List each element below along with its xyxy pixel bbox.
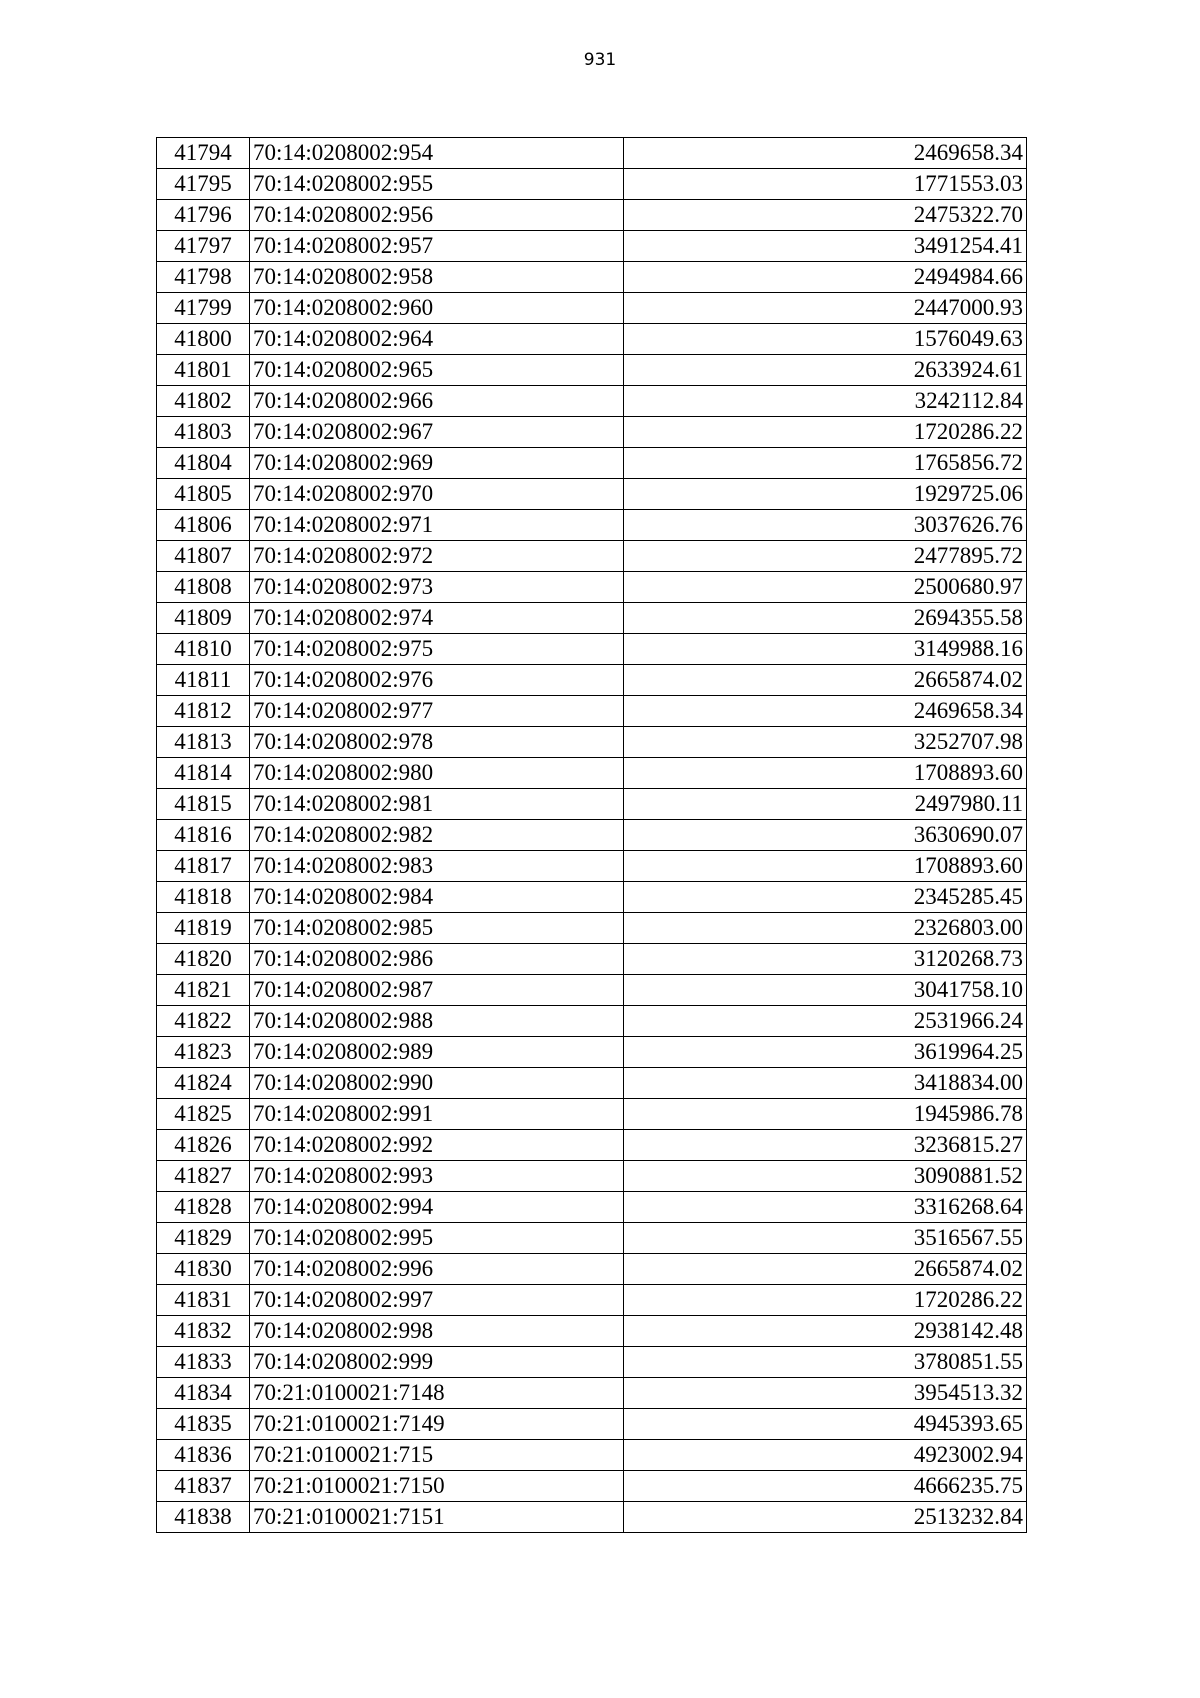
cadastral-value-cell: 2475322.70 (624, 200, 1027, 231)
cadastral-value-cell: 3619964.25 (624, 1037, 1027, 1068)
table-row (157, 1161, 1027, 1192)
cadastral-value-cell: 3252707.98 (624, 727, 1027, 758)
row-number-cell: 41805 (157, 479, 250, 510)
row-number-cell: 41819 (157, 913, 250, 944)
table-row (157, 696, 1027, 727)
cadastral-value-cell: 3954513.32 (624, 1378, 1027, 1409)
cadastral-value-cell: 2477895.72 (624, 541, 1027, 572)
cadastral-value-cell: 2531966.24 (624, 1006, 1027, 1037)
table-row (157, 1130, 1027, 1161)
cadastral-value-cell: 4923002.94 (624, 1440, 1027, 1471)
table-row (157, 1006, 1027, 1037)
cadastral-number-cell: 70:14:0208002:974 (250, 603, 624, 634)
row-number-cell: 41829 (157, 1223, 250, 1254)
cadastral-number-cell: 70:14:0208002:990 (250, 1068, 624, 1099)
cadastral-value-cell: 3780851.55 (624, 1347, 1027, 1378)
table-row (157, 820, 1027, 851)
cadastral-value-cell: 3316268.64 (624, 1192, 1027, 1223)
table-row (157, 200, 1027, 231)
row-number-cell: 41795 (157, 169, 250, 200)
cadastral-number-cell: 70:14:0208002:985 (250, 913, 624, 944)
table-row (157, 851, 1027, 882)
row-number-cell: 41811 (157, 665, 250, 696)
row-number-cell: 41820 (157, 944, 250, 975)
cadastral-value-table (156, 137, 1027, 1533)
row-number-cell: 41815 (157, 789, 250, 820)
cadastral-value-cell: 3041758.10 (624, 975, 1027, 1006)
table-row (157, 138, 1027, 169)
table-row (157, 603, 1027, 634)
cadastral-value-cell: 3037626.76 (624, 510, 1027, 541)
table-row (157, 541, 1027, 572)
row-number-cell: 41799 (157, 293, 250, 324)
cadastral-value-cell: 2665874.02 (624, 665, 1027, 696)
table-row (157, 1378, 1027, 1409)
row-number-cell: 41838 (157, 1502, 250, 1533)
cadastral-number-cell: 70:14:0208002:976 (250, 665, 624, 696)
cadastral-value-cell: 3418834.00 (624, 1068, 1027, 1099)
cadastral-number-cell: 70:14:0208002:992 (250, 1130, 624, 1161)
table-row (157, 386, 1027, 417)
row-number-cell: 41798 (157, 262, 250, 293)
table-row (157, 324, 1027, 355)
cadastral-value-cell: 2633924.61 (624, 355, 1027, 386)
cadastral-number-cell: 70:14:0208002:973 (250, 572, 624, 603)
row-number-cell: 41812 (157, 696, 250, 727)
table-row (157, 882, 1027, 913)
cadastral-value-cell: 2665874.02 (624, 1254, 1027, 1285)
table-row (157, 1099, 1027, 1130)
table-row (157, 944, 1027, 975)
table-row (157, 727, 1027, 758)
row-number-cell: 41803 (157, 417, 250, 448)
cadastral-number-cell: 70:14:0208002:998 (250, 1316, 624, 1347)
cadastral-number-cell: 70:21:0100021:7150 (250, 1471, 624, 1502)
cadastral-value-cell: 2694355.58 (624, 603, 1027, 634)
row-number-cell: 41821 (157, 975, 250, 1006)
row-number-cell: 41809 (157, 603, 250, 634)
cadastral-number-cell: 70:14:0208002:993 (250, 1161, 624, 1192)
table-row (157, 1409, 1027, 1440)
cadastral-value-cell: 4666235.75 (624, 1471, 1027, 1502)
table-row (157, 789, 1027, 820)
table-row (157, 913, 1027, 944)
table-body (157, 138, 1027, 1533)
table-row (157, 448, 1027, 479)
cadastral-number-cell: 70:21:0100021:7151 (250, 1502, 624, 1533)
table-row (157, 1068, 1027, 1099)
table-row (157, 634, 1027, 665)
cadastral-number-cell: 70:14:0208002:955 (250, 169, 624, 200)
cadastral-number-cell: 70:14:0208002:977 (250, 696, 624, 727)
cadastral-value-cell: 2938142.48 (624, 1316, 1027, 1347)
row-number-cell: 41814 (157, 758, 250, 789)
cadastral-value-cell: 2513232.84 (624, 1502, 1027, 1533)
cadastral-value-cell: 2447000.93 (624, 293, 1027, 324)
row-number-cell: 41804 (157, 448, 250, 479)
row-number-cell: 41827 (157, 1161, 250, 1192)
cadastral-number-cell: 70:14:0208002:988 (250, 1006, 624, 1037)
cadastral-number-cell: 70:14:0208002:964 (250, 324, 624, 355)
table-row (157, 1440, 1027, 1471)
cadastral-number-cell: 70:14:0208002:971 (250, 510, 624, 541)
cadastral-value-cell: 3516567.55 (624, 1223, 1027, 1254)
page-number: 931 (583, 50, 617, 70)
table-row (157, 1223, 1027, 1254)
cadastral-number-cell: 70:14:0208002:999 (250, 1347, 624, 1378)
cadastral-value-cell: 4945393.65 (624, 1409, 1027, 1440)
row-number-cell: 41808 (157, 572, 250, 603)
cadastral-value-cell: 3149988.16 (624, 634, 1027, 665)
row-number-cell: 41810 (157, 634, 250, 665)
table-row (157, 479, 1027, 510)
table-row (157, 1502, 1027, 1533)
cadastral-value-cell: 2494984.66 (624, 262, 1027, 293)
cadastral-number-cell: 70:14:0208002:956 (250, 200, 624, 231)
cadastral-number-cell: 70:14:0208002:970 (250, 479, 624, 510)
cadastral-number-cell: 70:14:0208002:975 (250, 634, 624, 665)
table-row (157, 1037, 1027, 1068)
row-number-cell: 41828 (157, 1192, 250, 1223)
cadastral-number-cell: 70:14:0208002:954 (250, 138, 624, 169)
cadastral-number-cell: 70:14:0208002:966 (250, 386, 624, 417)
row-number-cell: 41836 (157, 1440, 250, 1471)
row-number-cell: 41816 (157, 820, 250, 851)
cadastral-value-cell: 2345285.45 (624, 882, 1027, 913)
table-row (157, 169, 1027, 200)
table-row (157, 510, 1027, 541)
row-number-cell: 41813 (157, 727, 250, 758)
row-number-cell: 41800 (157, 324, 250, 355)
cadastral-value-cell: 1720286.22 (624, 417, 1027, 448)
row-number-cell: 41832 (157, 1316, 250, 1347)
cadastral-value-cell: 3491254.41 (624, 231, 1027, 262)
cadastral-number-cell: 70:14:0208002:965 (250, 355, 624, 386)
cadastral-value-cell: 3120268.73 (624, 944, 1027, 975)
table-row (157, 1192, 1027, 1223)
cadastral-number-cell: 70:14:0208002:986 (250, 944, 624, 975)
cadastral-number-cell: 70:14:0208002:995 (250, 1223, 624, 1254)
cadastral-number-cell: 70:14:0208002:957 (250, 231, 624, 262)
cadastral-value-cell: 1720286.22 (624, 1285, 1027, 1316)
cadastral-number-cell: 70:14:0208002:981 (250, 789, 624, 820)
cadastral-number-cell: 70:14:0208002:980 (250, 758, 624, 789)
table-row (157, 975, 1027, 1006)
row-number-cell: 41825 (157, 1099, 250, 1130)
row-number-cell: 41837 (157, 1471, 250, 1502)
row-number-cell: 41830 (157, 1254, 250, 1285)
row-number-cell: 41794 (157, 138, 250, 169)
cadastral-number-cell: 70:14:0208002:996 (250, 1254, 624, 1285)
table-row (157, 262, 1027, 293)
cadastral-number-cell: 70:14:0208002:958 (250, 262, 624, 293)
table-row (157, 1285, 1027, 1316)
row-number-cell: 41801 (157, 355, 250, 386)
table-row (157, 1254, 1027, 1285)
cadastral-number-cell: 70:21:0100021:7149 (250, 1409, 624, 1440)
row-number-cell: 41796 (157, 200, 250, 231)
cadastral-value-cell: 1765856.72 (624, 448, 1027, 479)
cadastral-value-cell: 3242112.84 (624, 386, 1027, 417)
cadastral-value-cell: 1929725.06 (624, 479, 1027, 510)
table-row (157, 293, 1027, 324)
cadastral-value-cell: 1771553.03 (624, 169, 1027, 200)
cadastral-number-cell: 70:14:0208002:982 (250, 820, 624, 851)
cadastral-value-cell: 3090881.52 (624, 1161, 1027, 1192)
cadastral-value-cell: 1708893.60 (624, 758, 1027, 789)
table-row (157, 572, 1027, 603)
table-row (157, 665, 1027, 696)
cadastral-number-cell: 70:14:0208002:991 (250, 1099, 624, 1130)
table-row (157, 1347, 1027, 1378)
row-number-cell: 41797 (157, 231, 250, 262)
table-row (157, 758, 1027, 789)
row-number-cell: 41831 (157, 1285, 250, 1316)
cadastral-number-cell: 70:14:0208002:960 (250, 293, 624, 324)
cadastral-value-cell: 1708893.60 (624, 851, 1027, 882)
cadastral-value-cell: 2326803.00 (624, 913, 1027, 944)
cadastral-value-cell: 1576049.63 (624, 324, 1027, 355)
row-number-cell: 41834 (157, 1378, 250, 1409)
cadastral-number-cell: 70:14:0208002:989 (250, 1037, 624, 1068)
row-number-cell: 41824 (157, 1068, 250, 1099)
table-row (157, 1471, 1027, 1502)
row-number-cell: 41823 (157, 1037, 250, 1068)
cadastral-value-cell: 2469658.34 (624, 138, 1027, 169)
row-number-cell: 41818 (157, 882, 250, 913)
cadastral-value-cell: 2497980.11 (624, 789, 1027, 820)
cadastral-number-cell: 70:14:0208002:997 (250, 1285, 624, 1316)
cadastral-number-cell: 70:14:0208002:987 (250, 975, 624, 1006)
cadastral-value-cell: 2469658.34 (624, 696, 1027, 727)
cadastral-value-cell: 2500680.97 (624, 572, 1027, 603)
table-row (157, 417, 1027, 448)
row-number-cell: 41802 (157, 386, 250, 417)
row-number-cell: 41835 (157, 1409, 250, 1440)
cadastral-number-cell: 70:14:0208002:983 (250, 851, 624, 882)
cadastral-value-cell: 3236815.27 (624, 1130, 1027, 1161)
cadastral-number-cell: 70:21:0100021:7148 (250, 1378, 624, 1409)
table-row (157, 355, 1027, 386)
cadastral-number-cell: 70:21:0100021:715 (250, 1440, 624, 1471)
cadastral-number-cell: 70:14:0208002:967 (250, 417, 624, 448)
row-number-cell: 41817 (157, 851, 250, 882)
cadastral-value-cell: 3630690.07 (624, 820, 1027, 851)
cadastral-value-cell: 1945986.78 (624, 1099, 1027, 1130)
cadastral-number-cell: 70:14:0208002:969 (250, 448, 624, 479)
row-number-cell: 41807 (157, 541, 250, 572)
row-number-cell: 41833 (157, 1347, 250, 1378)
table-row (157, 1316, 1027, 1347)
cadastral-number-cell: 70:14:0208002:994 (250, 1192, 624, 1223)
table-row (157, 231, 1027, 262)
cadastral-number-cell: 70:14:0208002:984 (250, 882, 624, 913)
row-number-cell: 41826 (157, 1130, 250, 1161)
row-number-cell: 41822 (157, 1006, 250, 1037)
cadastral-number-cell: 70:14:0208002:978 (250, 727, 624, 758)
cadastral-number-cell: 70:14:0208002:972 (250, 541, 624, 572)
row-number-cell: 41806 (157, 510, 250, 541)
